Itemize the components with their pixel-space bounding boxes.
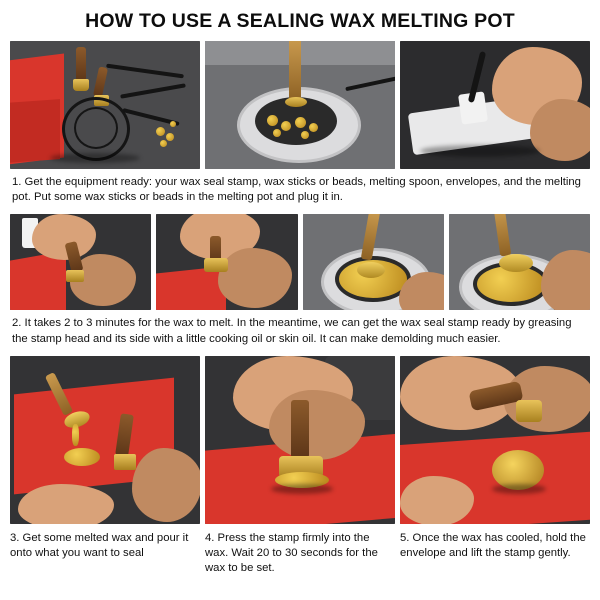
step-4-caption: 4. Press the stamp firmly into the wax. Wait 20 to 30 seconds for the wax to be set. — [205, 531, 378, 575]
photo-stirring-melted-wax — [303, 214, 444, 310]
step-1-photo-row — [10, 41, 590, 169]
photo-plug-into-power-strip — [400, 41, 590, 169]
step-1-caption: 1. Get the equipment ready: your wax seal stamp, wax sticks or beads, melting spoon, envelopes, and the melting pot. Put some wax sticks or beads in the melting pot and plug it in. — [12, 176, 581, 204]
photo-pouring-wax — [10, 356, 200, 524]
step-3-caption: 3. Get some melted wax and pour it onto what you want to seal — [10, 531, 189, 560]
step-2-caption: 2. It takes 2 to 3 minutes for the wax to melt. In the meantime, we can get the wax seal stamp ready by greasing the stamp head and its side with a little cooking oil or skin oil. It can make demolding much easier. — [12, 317, 572, 345]
page-title: HOW TO USE A SEALING WAX MELTING POT — [85, 10, 515, 32]
step-5-caption: 5. Once the wax has cooled, hold the envelope and lift the stamp gently. — [400, 531, 586, 560]
photo-lifting-spoon-of-wax — [449, 214, 590, 310]
step-2-photo-row — [10, 214, 590, 310]
photo-lifting-stamp-seal — [400, 356, 590, 524]
photo-pot-with-beads — [205, 41, 395, 169]
photo-oiling-stamp-head — [10, 214, 151, 310]
step-3-4-5-captions — [10, 531, 590, 577]
photo-pressing-stamp — [205, 356, 395, 524]
photo-equipment-layout — [10, 41, 200, 169]
step-3-4-5-photo-row — [10, 356, 590, 524]
photo-greasing-stamp-side — [156, 214, 297, 310]
